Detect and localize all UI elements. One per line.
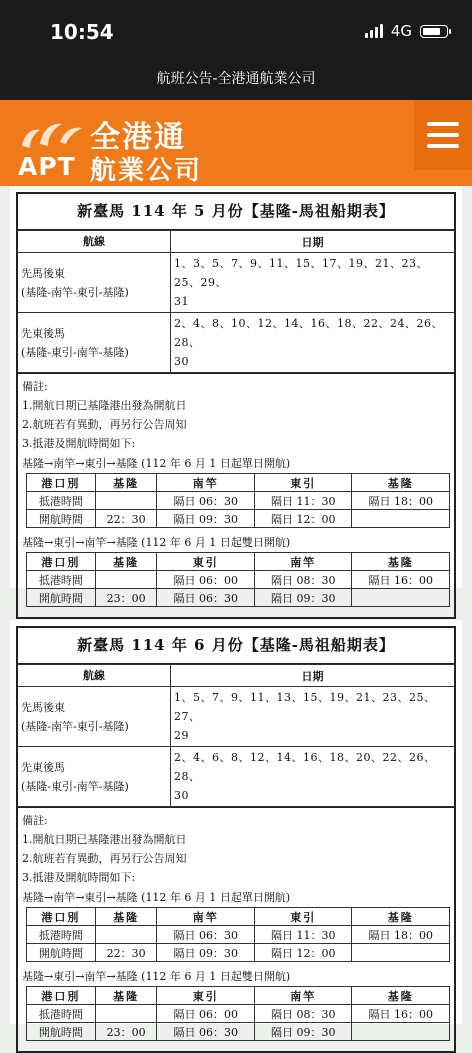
timetable-cell: 開航時間 bbox=[27, 510, 96, 528]
timetable-header: 港口別 bbox=[27, 908, 96, 926]
table-row bbox=[18, 747, 454, 807]
timetable-cell: 隔日 16：00 bbox=[352, 1005, 450, 1023]
signal-icon bbox=[365, 24, 383, 38]
timetable-cell bbox=[352, 944, 450, 962]
route-header: 航線 bbox=[18, 231, 171, 253]
note-item: 2.航班若有異動，再另行公告周知 bbox=[22, 852, 187, 865]
timetable-cell: 隔日 06：30 bbox=[157, 492, 255, 510]
timetable-cell bbox=[352, 589, 450, 607]
timetable-cell: 抵港時間 bbox=[27, 571, 96, 589]
timetable bbox=[26, 552, 450, 607]
timetable-header: 港口別 bbox=[27, 474, 96, 492]
site-header bbox=[0, 100, 472, 186]
timetable-cell: 抵港時間 bbox=[27, 1005, 96, 1023]
timetable-cell: 隔日 09：30 bbox=[254, 589, 352, 607]
dates-header: 日期 bbox=[171, 231, 455, 253]
notes-label: 備註: bbox=[22, 380, 48, 393]
table-row bbox=[18, 253, 454, 313]
timetable-cell bbox=[352, 510, 450, 528]
note-item: 2.航班若有異動，再另行公告周知 bbox=[22, 418, 187, 431]
route-dates-cont: 31 bbox=[174, 295, 189, 308]
timetable-cell: 抵港時間 bbox=[27, 926, 96, 944]
note-item: 3.抵港及開航時間如下: bbox=[22, 437, 136, 450]
status-bar bbox=[0, 0, 472, 64]
timetable-cell: 隔日 08：30 bbox=[254, 1005, 352, 1023]
table-row bbox=[27, 944, 450, 962]
page-title-bar bbox=[0, 64, 472, 100]
route-dates: 2、4、6、8、12、14、16、18、20、22、26、28、 bbox=[174, 751, 436, 783]
timetable-header: 東引 bbox=[254, 908, 352, 926]
route-header: 航線 bbox=[18, 665, 171, 687]
schedule-title: 新臺馬 114 年 6 月份【基隆-馬祖船期表】 bbox=[18, 628, 454, 664]
schedule-title: 新臺馬 114 年 5 月份【基隆-馬祖船期表】 bbox=[18, 194, 454, 230]
timetable-cell: 隔日 09：30 bbox=[157, 944, 255, 962]
status-indicators bbox=[365, 22, 448, 40]
splash-logo-icon bbox=[18, 116, 88, 152]
route-name: 先東後馬 bbox=[21, 760, 65, 774]
timetable-header: 基隆 bbox=[352, 553, 450, 571]
timetable-cell: 隔日 09：30 bbox=[254, 1023, 352, 1041]
timetable-header: 基隆 bbox=[352, 987, 450, 1005]
timetable-cell: 隔日 16：00 bbox=[352, 571, 450, 589]
timetable-cell: 隔日 18：00 bbox=[352, 926, 450, 944]
notes-label: 備註: bbox=[22, 814, 48, 827]
timetable-cell: 隔日 09：30 bbox=[157, 510, 255, 528]
table-row bbox=[27, 1005, 450, 1023]
route-path: (基隆-東引-南竿-基隆) bbox=[21, 345, 129, 359]
route-name: 先馬後東 bbox=[21, 266, 65, 280]
timetable-cell: 隔日 08：30 bbox=[254, 571, 352, 589]
timetable bbox=[26, 907, 450, 962]
logo-english[interactable]: APT bbox=[18, 152, 76, 181]
schedule-card-june bbox=[10, 620, 462, 1039]
schedule-frame bbox=[16, 192, 456, 619]
notes-section bbox=[18, 373, 454, 617]
timetable-header: 南竿 bbox=[254, 553, 352, 571]
timetable-header: 港口別 bbox=[27, 553, 96, 571]
timetable-title: 基隆→東引→南竿→基隆 (112 年 6 月 1 日起雙日開航) bbox=[22, 536, 291, 549]
timetable-cell: 23：00 bbox=[95, 589, 157, 607]
schedule-card-may bbox=[10, 186, 462, 605]
route-dates: 1、5、7、9、11、13、15、19、21、23、25、27、 bbox=[174, 691, 436, 723]
timetable-cell bbox=[352, 1023, 450, 1041]
route-dates-cont: 30 bbox=[174, 789, 189, 802]
route-dates-cont: 30 bbox=[174, 355, 189, 368]
timetable-cell: 隔日 12：00 bbox=[254, 510, 352, 528]
timetable-cell: 開航時間 bbox=[27, 1023, 96, 1041]
table-row bbox=[18, 687, 454, 747]
timetable-cell: 開航時間 bbox=[27, 589, 96, 607]
route-table bbox=[18, 230, 454, 373]
timetable-header: 東引 bbox=[157, 987, 255, 1005]
route-name: 先東後馬 bbox=[21, 326, 65, 340]
route-path: (基隆-南竿-東引-基隆) bbox=[21, 285, 129, 299]
route-dates: 1、3、5、7、9、11、15、17、19、21、23、25、29、 bbox=[174, 257, 428, 289]
timetable-header: 南竿 bbox=[157, 474, 255, 492]
network-label: 4G bbox=[390, 22, 412, 40]
timetable-header: 南竿 bbox=[254, 987, 352, 1005]
schedule-frame bbox=[16, 626, 456, 1053]
timetable-cell: 22：30 bbox=[95, 944, 157, 962]
timetable-header: 東引 bbox=[254, 474, 352, 492]
timetable bbox=[26, 473, 450, 528]
timetable-cell bbox=[95, 1005, 157, 1023]
timetable-cell: 隔日 06：00 bbox=[157, 571, 255, 589]
note-item: 1.開航日期已基隆港出發為開航日 bbox=[22, 833, 187, 846]
timetable-header: 基隆 bbox=[95, 908, 157, 926]
timetable-header: 基隆 bbox=[95, 553, 157, 571]
timetable-cell: 22：30 bbox=[95, 510, 157, 528]
table-row bbox=[27, 571, 450, 589]
timetable-header: 港口別 bbox=[27, 987, 96, 1005]
timetable-header: 基隆 bbox=[95, 474, 157, 492]
timetable-header: 基隆 bbox=[352, 908, 450, 926]
note-item: 1.開航日期已基隆港出發為開航日 bbox=[22, 399, 187, 412]
timetable-header: 東引 bbox=[157, 553, 255, 571]
timetable-title: 基隆→東引→南竿→基隆 (112 年 6 月 1 日起雙日開航) bbox=[22, 970, 291, 983]
table-row bbox=[27, 926, 450, 944]
table-row bbox=[27, 492, 450, 510]
status-time: 10:54 bbox=[50, 20, 114, 44]
route-name: 先馬後東 bbox=[21, 700, 65, 714]
timetable-header: 基隆 bbox=[95, 987, 157, 1005]
route-dates: 2、4、8、10、12、14、16、18、22、24、26、28、 bbox=[174, 317, 443, 349]
hamburger-menu-button[interactable] bbox=[414, 100, 472, 170]
logo-subtitle[interactable]: 航業公司 bbox=[90, 156, 203, 186]
timetable-cell: 隔日 12：00 bbox=[254, 944, 352, 962]
battery-icon bbox=[420, 25, 448, 38]
timetable bbox=[26, 986, 450, 1041]
timetable-cell bbox=[95, 492, 157, 510]
timetable-header: 南竿 bbox=[157, 908, 255, 926]
note-item: 3.抵港及開航時間如下: bbox=[22, 871, 136, 884]
route-dates-cont: 29 bbox=[174, 729, 189, 742]
table-row bbox=[27, 510, 450, 528]
notes-section bbox=[18, 807, 454, 1051]
dates-header: 日期 bbox=[171, 665, 455, 687]
timetable-cell: 23：00 bbox=[95, 1023, 157, 1041]
page-title: 航班公告-全港通航業公司 bbox=[156, 71, 316, 87]
timetable-cell: 隔日 06：00 bbox=[157, 1005, 255, 1023]
timetable-cell: 開航時間 bbox=[27, 944, 96, 962]
timetable-cell bbox=[95, 926, 157, 944]
timetable-header: 基隆 bbox=[352, 474, 450, 492]
timetable-cell: 隔日 18：00 bbox=[352, 492, 450, 510]
timetable-cell: 隔日 11：30 bbox=[254, 926, 352, 944]
timetable-cell bbox=[95, 571, 157, 589]
route-path: (基隆-東引-南竿-基隆) bbox=[21, 779, 129, 793]
timetable-title: 基隆→南竿→東引→基隆 (112 年 6 月 1 日起單日開航) bbox=[22, 457, 291, 470]
route-path: (基隆-南竿-東引-基隆) bbox=[21, 719, 129, 733]
timetable-cell: 隔日 11：30 bbox=[254, 492, 352, 510]
timetable-cell: 抵港時間 bbox=[27, 492, 96, 510]
table-row bbox=[27, 589, 450, 607]
timetable-cell: 隔日 06：30 bbox=[157, 926, 255, 944]
route-table bbox=[18, 664, 454, 807]
menu-icon bbox=[427, 122, 459, 126]
timetable-cell: 隔日 06：30 bbox=[157, 1023, 255, 1041]
table-row bbox=[27, 1023, 450, 1041]
timetable-title: 基隆→南竿→東引→基隆 (112 年 6 月 1 日起單日開航) bbox=[22, 891, 291, 904]
timetable-cell: 隔日 06：30 bbox=[157, 589, 255, 607]
logo-chinese[interactable]: 全港通 bbox=[90, 120, 186, 155]
table-row bbox=[18, 313, 454, 373]
